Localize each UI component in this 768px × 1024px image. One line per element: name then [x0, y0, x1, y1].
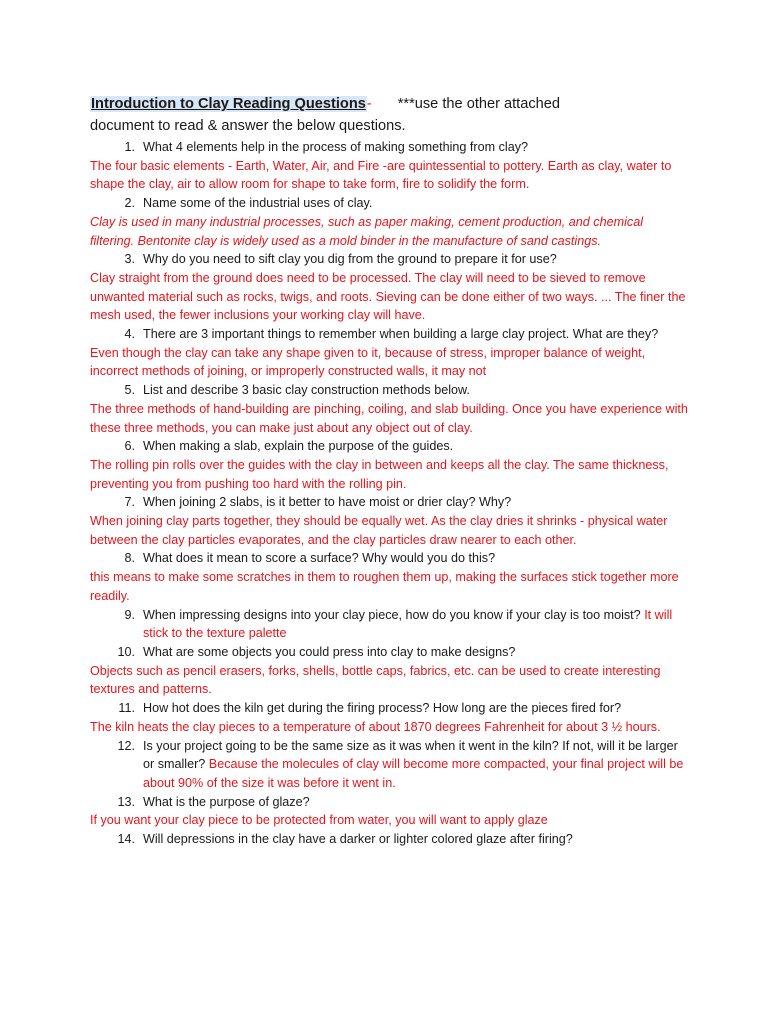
answer-2: Clay is used in many industrial processes, such as paper making, cement production, and chemical filtering. Bentonite clay is widely used as a mold binder in the manufacture of sand castings.: [90, 214, 643, 248]
question-text: Why do you need to sift clay you dig from the ground to prepare it for use?: [143, 252, 557, 267]
question-text: When making a slab, explain the purpose of the guides.: [143, 439, 454, 454]
question-text: Name some of the industrial uses of clay.: [143, 196, 373, 211]
question-text: Will depressions in the clay have a darker or lighter colored glaze after firing?: [143, 832, 573, 847]
question-13: [90, 793, 690, 812]
question-number: 14.: [117, 832, 135, 847]
answer-6: The rolling pin rolls over the guides with the clay in between and keeps all the clay. The same thickness, preventing you from pushing too hard with the rolling pin.: [90, 457, 669, 491]
question-6: [90, 437, 690, 456]
answer-3: Clay straight from the ground does need to be processed. The clay will need to be sieved to remove unwanted material such as rocks, twigs, and roots. Sieving can be done either of two ways. ... The finer the mesh used, the fewer inclusions your working clay will have.: [90, 270, 686, 323]
question-3: [90, 250, 690, 269]
question-number: 12.: [117, 738, 135, 753]
page-title: Introduction to Clay Reading Questions: [91, 96, 366, 112]
answer-1: The four basic elements - Earth, Water, Air, and Fire -are quintessential to pottery. Earth as clay, water to shape the clay, air to allow room for shape to take form, fire to solidify the form.: [90, 158, 672, 192]
question-number: 11.: [118, 701, 135, 716]
question-text-body: Is your project going to be the same size as it was when it went in the kiln? If not, will it be larger or smaller?: [143, 738, 678, 772]
question-9: [90, 606, 690, 643]
answer-4: Even though the clay can take any shape given to it, because of stress, improper balance of weight, incorrect methods of joining, or improperly constructed walls, it may not: [90, 345, 646, 379]
question-number: 8.: [124, 551, 135, 566]
question-11: [90, 699, 690, 718]
question-2: [90, 194, 690, 213]
question-7: [90, 493, 690, 512]
instruction-note: ***use the other attached: [397, 96, 561, 112]
question-number: 10.: [117, 644, 135, 659]
question-text: How hot does the kiln get during the firing process? How long are the pieces fired for?: [143, 701, 622, 716]
question-text: What are some objects you could press into clay to make designs?: [143, 644, 516, 659]
question-text: What does it mean to score a surface? Why would you do this?: [143, 551, 496, 566]
question-text: [135, 737, 690, 793]
question-1: [90, 138, 690, 157]
question-text: What 4 elements help in the process of making something from clay?: [143, 140, 528, 154]
answer-10: Objects such as pencil erasers, forks, shells, bottle caps, fabrics, etc. can be used to create interesting textures and patterns.: [90, 663, 661, 697]
question-number: 4.: [124, 327, 135, 342]
question-10: [90, 643, 690, 662]
question-text: List and describe 3 basic clay construction methods below.: [143, 383, 470, 398]
answer-8: this means to make some scratches in them to roughen them up, making the surfaces stick together more readily.: [90, 570, 679, 603]
question-number: 13.: [117, 794, 135, 809]
question-12: [90, 737, 690, 793]
instruction-note-line2: document to read & answer the below questions.: [90, 118, 406, 134]
answer-12: Because the molecules of clay will become more compacted, your final project will be about 90% of the size it was before it went in.: [143, 757, 684, 790]
question-number: 5.: [124, 383, 135, 398]
answer-13: If you want your clay piece to be protected from water, you will want to apply glaze: [90, 813, 548, 828]
answer-5: The three methods of hand-building are pinching, coiling, and slab building. Once you have experience with these three methods, you can make just about any object out of clay.: [90, 401, 688, 435]
question-8: [90, 549, 690, 568]
question-number: 3.: [124, 252, 135, 267]
question-number: 2.: [124, 196, 135, 211]
answer-9: It will stick to the texture palette: [143, 607, 673, 641]
question-text: [135, 606, 690, 643]
question-number: 6.: [124, 439, 135, 454]
header-line: [90, 93, 690, 115]
question-text-body: When impressing designs into your clay piece, how do you know if your clay is too moist?: [143, 607, 641, 622]
question-number: 7.: [124, 495, 135, 510]
document-body: [90, 93, 690, 849]
answer-11: The kiln heats the clay pieces to a temperature of about 1870 degrees Fahrenheit for about 3 ½ hours.: [90, 719, 661, 734]
answer-7: When joining clay parts together, they should be equally wet. As the clay dries it shrinks - physical water between the clay particles evaporates, and the clay particles draw nearer to each other.: [90, 514, 668, 547]
question-text: There are 3 important things to remember when building a large clay project. What are they?: [143, 327, 659, 342]
question-text: What is the purpose of glaze?: [143, 794, 310, 809]
question-5: [90, 381, 690, 400]
question-14: [90, 830, 690, 849]
question-4: [90, 325, 690, 344]
question-number: 1.: [124, 140, 135, 154]
question-number: 9.: [124, 607, 135, 622]
question-text: When joining 2 slabs, is it better to have moist or drier clay? Why?: [143, 495, 512, 510]
title-dash: -: [366, 96, 372, 112]
